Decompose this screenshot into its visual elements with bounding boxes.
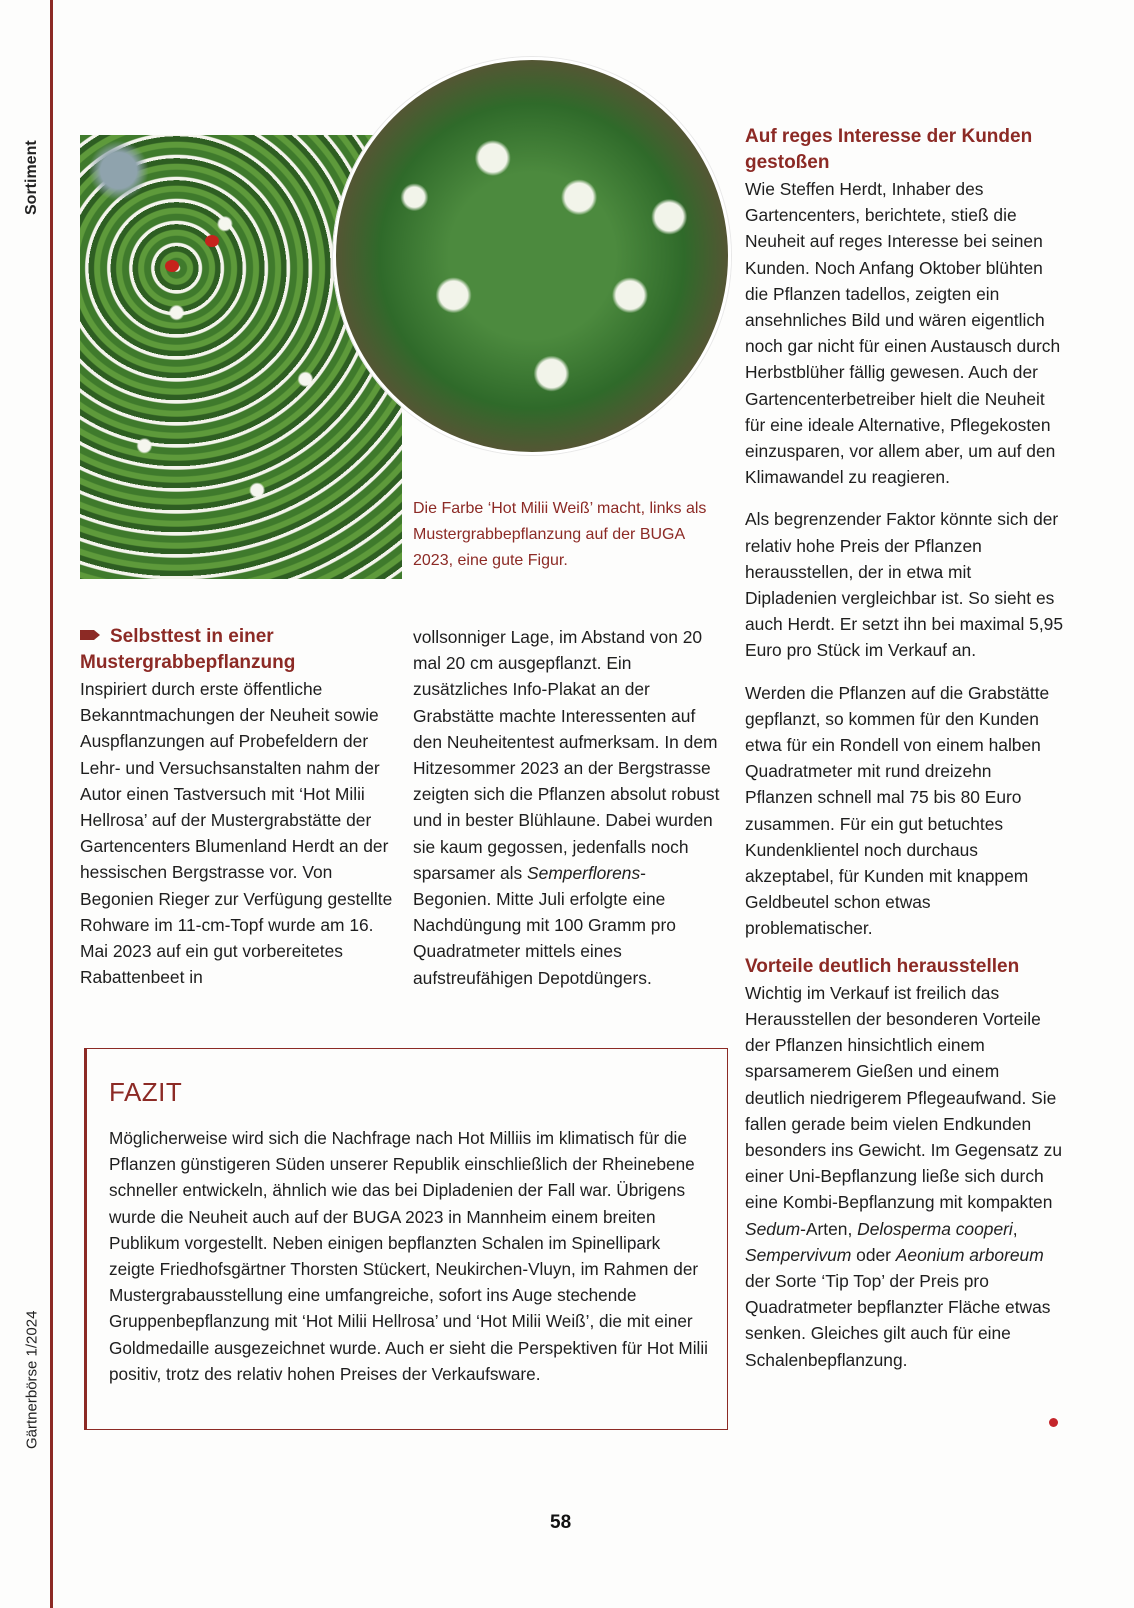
publication-label: Gärtnerbörse 1/2024 <box>23 1310 41 1450</box>
section-label: Sortiment <box>23 140 40 215</box>
fazit-text: Möglicherweise wird sich die Nachfrage nach Hot Milliis im klimatisch für die Pflanzen günstigeren Süden unserer Republik einschließlich der Rheinebene schneller entwickeln, ähnlich wie das bei Dipladenien der Fall war. Übrigens wurde die Neuheit auch auf der BUGA 2023 in Mannheim einem breiten Publikum vorgestellt. Neben einigen bepflanzten Schalen im Spinellipark zeigte Friedhofsgärtner Thorsten Stückert, Neukirchen-Vluyn, im Rahmen der Mustergrabausstellung eine umfangreiche, sofort ins Auge stechende Gruppenbepflanzung mit ‘Hot Milii Hellrosa’ und ‘Hot Milii Weiß’, die mit einer Goldmedaille ausgezeichnet wurde. Auch er sieht die Perspektiven für Hot Milii positiv, trotz des relativ hohen Preises der Verkaufsware. <box>109 1128 709 1384</box>
page-number: 58 <box>550 1512 572 1533</box>
article-column-left <box>80 624 395 990</box>
article-column-middle <box>413 624 723 991</box>
circular-closeup-photo <box>333 57 731 455</box>
arrow-marker-icon <box>80 630 100 640</box>
red-flower <box>205 235 219 247</box>
body-paragraph: Als begrenzender Faktor könnte sich der relativ hohe Preis der Pflanzen herausstellen, der in etwa mit Dipladenien vergleichbar ist. So sieht es auch Herdt. Er setzt ihn bei maximal 5,95 Euro pro Stück im Verkauf an. <box>745 509 1064 661</box>
red-flower <box>165 260 179 272</box>
photo-caption: Die Farbe ‘Hot Milii Weiß’ macht, links als Mustergrabbepflanzung auf der BUGA 2023, eine gute Figur. <box>413 500 707 569</box>
margin-rule <box>50 0 53 1608</box>
fazit-box <box>84 1048 728 1430</box>
body-paragraph: Wichtig im Verkauf ist freilich das Herausstellen der besonderen Vorteile der Pflanzen hinsichtlich einem sparsamerem Gießen und einem deutlich niedrigerem Pflegeaufwand. Sie fallen gerade beim vielen Endkunden besonders ins Gewicht. Im Gegensatz zu einer Uni-Bepflanzung ließe sich durch eine Kombi-Bepflanzung mit kompakten Sedum-Arten, Delosperma cooperi, Sempervivum oder Aeonium arboreum der Sorte ‘Tip Top’ der Preis pro Quadratmeter bepflanzter Fläche etwas senken. Gleiches gilt auch für eine Schalenbepflanzung. <box>745 982 1063 1370</box>
body-paragraph: Wie Steffen Herdt, Inhaber des Gartencenters, berichtete, stieß die Neuheit auf reges Interesse bei seinen Kunden. Noch Anfang Oktober blühten die Pflanzen tadellos, zeigten ein ansehnliches Bild und wären eigentlich noch gar nicht für einen Austausch durch Herbstblüher fällig gewesen. Auch der Gartencenterbetreiber hielt die Neuheit für eine ideale Alternative, Pflegekosten einzusparen, vor allem aber, um auf den Klimawandel zu reagieren. <box>745 179 1061 488</box>
body-paragraph: Inspiriert durch erste öffentliche Bekanntmachungen der Neuheit sowie Auspflanzungen auf Probefeldern der Lehr- und Versuchsanstalten nahm der Autor einen Tastversuch mit ‘Hot Milii Hellrosa’ auf der Mustergrabstätte der Gartencenters Blumenland Herdt an der hessischen Bergstrasse vor. Von Begonien Rieger zur Verfügung gestellte Rohware im 11-cm-Topf wurde am 16. Mai 2023 auf ein gut vorbereitetes Rabattenbeet in <box>80 679 393 988</box>
section-heading: Selbsttest in einer Mustergrabbepflanzung <box>80 626 296 673</box>
article-column-right <box>745 124 1063 1373</box>
article-end-marker-icon <box>1049 1418 1058 1427</box>
body-paragraph: Werden die Pflanzen auf die Grabstätte gepflanzt, so kommen für den Kunden etwa für ein Rondell von einem halben Quadratmeter mit rund dreizehn Pflanzen schnell mal 75 bis 80 Euro zusammen. Für ein gut betuchtes Kundenklientel noch durchaus akzeptabel, für Kunden mit knappem Geldbeutel schon etwas problematischer. <box>745 682 1050 939</box>
fazit-title: FAZIT <box>109 1077 183 1107</box>
section-heading: Auf reges Interesse der Kunden gestoßen <box>745 126 1033 173</box>
section-heading: Vorteile deutlich herausstellen <box>745 955 1020 977</box>
body-paragraph: vollsonniger Lage, im Abstand von 20 mal 20 cm ausgepflanzt. Ein zusätzliches Info-Plakat an der Grabstätte machte Interessenten auf den Neuheitentest aufmerksam. In dem Hitzesommer 2023 an der Bergstrasse zeigten sich die Pflanzen absolut robust und in bester Blühlaune. Dabei wurden sie kaum gegossen, jedenfalls noch sparsamer als Semperflorens-Begonien. Mitte Juli erfolgte eine Nachdüngung mit 100 Gramm pro Quadratmeter mittels eines aufstreufähigen Depotdüngers. <box>413 627 720 988</box>
